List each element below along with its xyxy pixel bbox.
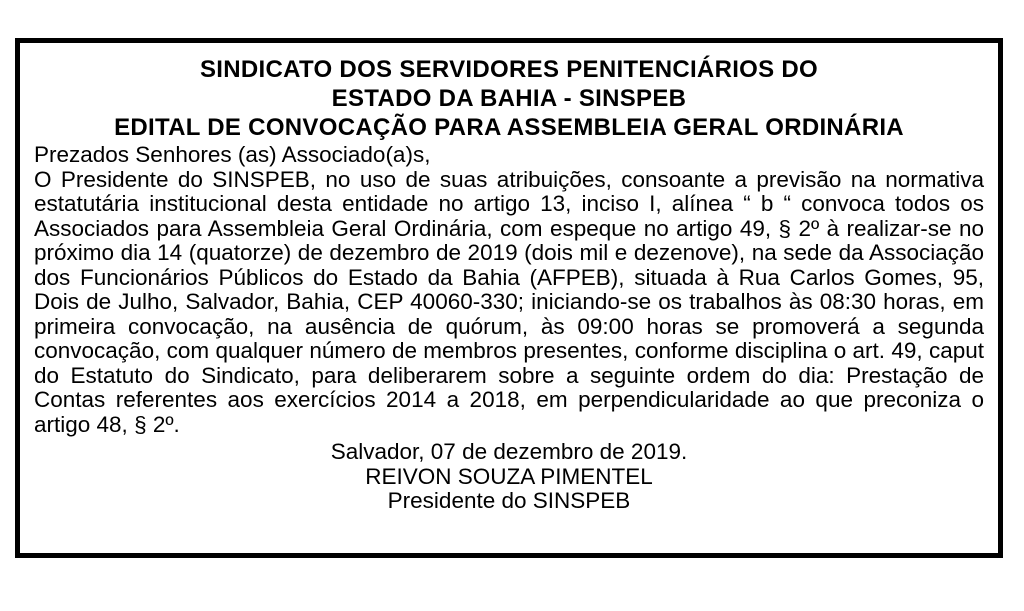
salutation: Prezados Senhores (as) Associado(a)s, xyxy=(34,142,431,167)
notice-body: O Presidente do SINSPEB, no uso de suas atribuições, consoante a previsão na normativa estatutária institucional desta entidade no artigo 13, inciso I, alínea “ b “ convoca todos os Associados para Assembleia Geral Ordinária, com espeque no artigo 49, § 2º à realizar-se no próximo dia 14 (quatorze) de dezembro de 2019 (dois mil e dezenove), na sede da Associação dos Funcionários Públicos do Estado da Bahia (AFPEB), situada à Rua Carlos Gomes, 95, Dois de Julho, Salvador, Bahia, CEP 40060-330; iniciando-se os trabalhos às 08:30 horas, em primeira convocação, na ausência de quórum, às 09:00 horas se promoverá a segunda convocação, com qualquer número de membros presentes, conforme disciplina o art. 49, caput do Estatuto do Sindicato, para deliberarem sobre a seguinte ordem do dia: Prestação de Contas referentes aos exercícios 2014 a 2018, em perpendicularidade ao que preconiza o artigo 48, § 2º. xyxy=(34,166,984,437)
signature-block xyxy=(34,440,984,514)
union-name-line-1: SINDICATO DOS SERVIDORES PENITENCIÁRIOS DO xyxy=(199,56,819,83)
signatory-name: REIVON SOUZA PIMENTEL xyxy=(365,463,653,489)
signatory-role: Presidente do SINSPEB xyxy=(387,488,631,513)
place-date: Salvador, 07 de dezembro de 2019. xyxy=(330,439,688,464)
notice-box xyxy=(15,38,1003,558)
notice-title: EDITAL DE CONVOCAÇÃO PARA ASSEMBLEIA GERAL ORDINÁRIA xyxy=(114,114,904,141)
union-name-line-2: ESTADO DA BAHIA - SINSPEB xyxy=(331,85,687,112)
